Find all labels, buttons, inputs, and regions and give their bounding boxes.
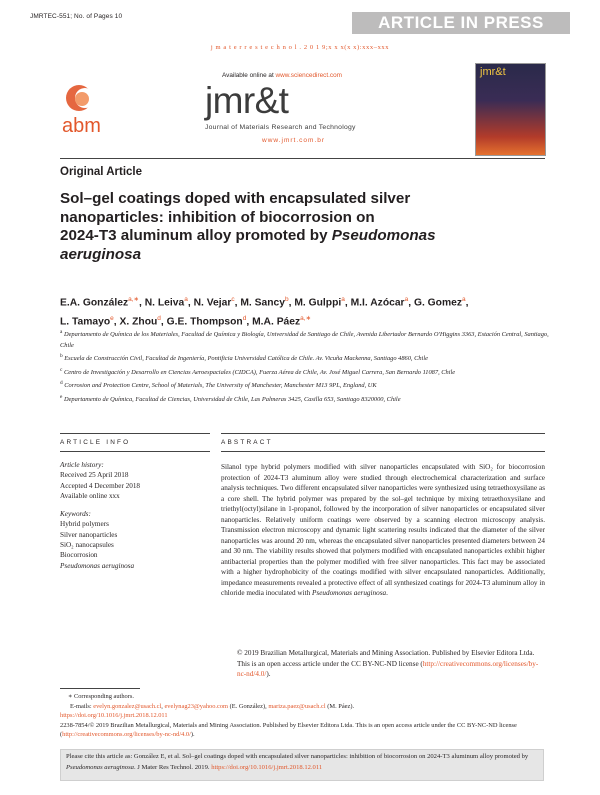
article-info (60, 460, 210, 571)
journal-name: Journal of Materials Research and Technology (205, 124, 356, 131)
accepted-date: Accepted 4 December 2018 (60, 481, 141, 490)
author[interactable]: X. Zhou (119, 316, 158, 328)
affiliation-sup: d (60, 380, 63, 387)
copyright-end: ). (266, 670, 271, 678)
email-link[interactable]: mariza.paez@usach.cl (268, 702, 326, 710)
author-sup: d (242, 314, 247, 322)
keyword: Biocorrosion (60, 551, 98, 560)
author-sup: a,∗ (128, 296, 139, 303)
cover-title: jmr&t (480, 66, 506, 78)
running-head: j m a t e r r e s t e c h n o l . 2 0 1 9;x x x(x x):xxx–xxx (210, 44, 390, 51)
copyright-text: © 2019 Brazilian Metallurgical, Materials and Mining Association. Published by Elsevier Editora Ltda. This is an open access article under the CC BY-NC-ND license ( (237, 649, 535, 668)
sciencedirect-link[interactable]: www.sciencedirect.com (275, 72, 342, 79)
keyword: Hybrid polymers (60, 520, 109, 529)
abstract-body (221, 462, 545, 599)
footnotes (60, 692, 550, 740)
author[interactable]: M.I. Azócar (350, 297, 405, 309)
author[interactable]: L. Tamayo (60, 316, 111, 328)
doi-link[interactable]: https://doi.org/10.1016/j.jmrt.2018.12.011 (60, 712, 168, 720)
corresponding-note: ∗ Corresponding authors. (68, 693, 134, 700)
available-online-prefix: Available online at (222, 72, 276, 79)
affiliation (60, 351, 550, 365)
author[interactable]: M. Gulppi (294, 297, 342, 309)
email-link[interactable]: evelyn.gonzalez@usach.cl (93, 702, 162, 710)
email-line (60, 702, 550, 712)
title-line-4 (60, 246, 510, 265)
footnote-rule (60, 688, 140, 689)
abstract-rule-bottom (221, 451, 545, 452)
author-sup: a (184, 296, 188, 303)
license-link[interactable]: http://creativecommons.org/licenses/by-nc-nd/4.0/ (237, 659, 539, 678)
email-owner: (M. Páez). (325, 702, 355, 710)
license-line (60, 721, 550, 740)
author-sup: b (284, 296, 289, 303)
affiliations (60, 327, 550, 406)
email-sep: , (161, 702, 165, 710)
cite-italic: Pseudomonas aeruginosa (66, 763, 134, 771)
author[interactable]: G.E. Thompson (166, 316, 243, 328)
author-line-1: E.A. González$^{a,∗}$, N. Leiva$^a$, N. Vejar$^c$, M. Sancy$^b$, M. Gulppi$^a$, M.I. Azócar$^a$, G. Gomez$^a$, (60, 296, 469, 309)
article-type: Original Article (60, 166, 143, 178)
cite-prefix: Please cite this article as: González E, et al. Sol–gel coatings doped with encapsulated silver nanoparticles: inhibition of biocorrosion on 2024-T3 aluminum alloy promoted by (66, 753, 529, 760)
affiliation-text: Departamento de Química, Facultad de Ciencias, Universidad de Chile, Las Palmeras 3425, Casilla 653, Santiago 8320000, Chile (63, 396, 401, 404)
received-date: Received 25 April 2018 (60, 471, 129, 480)
affiliation (60, 365, 550, 379)
affiliation-text: Corrosion and Protection Centre, School of Materials, The University of Manchester, Manchester M13 9PL, England, UK (64, 382, 377, 390)
author-list (60, 292, 550, 330)
cite-middle: . J Mater Res Technol. 2019. (133, 763, 212, 771)
license-link[interactable]: http://creativecommons.org/licenses/by-nc-nd/4.0/ (62, 731, 191, 739)
journal-logo (205, 81, 288, 121)
author-line-2: L. Tamayo$^e$, X. Zhou$^d$, G.E. Thompson$^d$, M.A. Páez$^{a,∗}$ (60, 314, 312, 328)
article-in-press-banner: ARTICLE IN PRESS (352, 12, 570, 34)
available-online (222, 72, 342, 79)
author-sup: a (341, 296, 345, 303)
header-rule (60, 158, 545, 159)
title-line-3-text: 2024-T3 aluminum alloy promoted by (60, 227, 332, 245)
author[interactable]: M.A. Páez (252, 316, 301, 328)
author-sup: a (404, 296, 409, 303)
author-sup: d (157, 314, 161, 322)
article-title (60, 190, 510, 264)
email-owner: (E. González), (228, 702, 269, 710)
title-italic: Pseudomonas (331, 227, 436, 245)
affiliation (60, 392, 550, 406)
title-last: aeruginosa (60, 245, 142, 263)
manuscript-meta: JMRTEC-551; No. of Pages 10 (30, 13, 123, 20)
author-sup: a (462, 296, 466, 303)
affiliation-sup: c (60, 366, 63, 373)
license-text: 2238-7854/© 2019 Brazilian Metallurgical, Materials and Mining Association. Published by Elsevier Editora Ltda. This is an open access article under the CC BY-NC-ND license ( (60, 721, 517, 739)
affiliation-sup: a (60, 329, 63, 335)
abstract-italic: Pseudomonas aeruginosa (312, 589, 387, 597)
affiliation-text: Escuela de Construcción Civil, Facultad de Ingeniería, Pontificia Universidad Católica de Chile. Av. Vicuña Mackenna, Santiago 4860, Chile (64, 355, 428, 363)
info-rule-top (60, 433, 210, 434)
abstract-heading: ABSTRACT (221, 439, 273, 446)
abm-logo-text: abm (62, 115, 101, 137)
abstract-text: Silanol type hybrid polymers modified with silver nanoparticles encapsulated with SiO₂ for biocorrosion protection of 2024-T3 aluminum alloy were studied through electrochemical characterization and surface analysis techniques. Two different encapsulated silver nanoparticles were synthesized using tetraethoxysilane as a core shell. The hybrid polymer was prepared by the sol–gel technique by mixing tetraethoxysilane and triethyl(octyl)silane in 1-propanol, followed by the incorporation of silver nanoparticles or encapsulated silver nanoparticles. Relatively uniform coatings were observed by a scanning electron microscopy analysis. Transmission electron microscopy and dynamic light scattering results indicated that the diameter of the silver nanoparticles was around 20 nm, whereas the encapsulated silver nanoparticles presented diameters between 24 and 30 nm. The viability results showed that polymers modified with encapsulated nanoparticles exhibit higher antibacterial properties than the polymer modified with free silver nanoparticles. This fact may be associated with a higher hydrophobicity of the coatings modified with silver encapsulated nanoparticles. Additionally, impedance measurements revealed a protective effect of all synthesized coatings for 2024-T3 aluminum alloy in chloride media inoculated with (221, 463, 545, 597)
author[interactable]: N. Leiva (144, 297, 185, 309)
available-date: Available online xxx (60, 491, 120, 500)
affiliation-sup: b (60, 353, 63, 360)
affiliation-text: Centro de Investigación y Desarrollo en Ciencias Aeroespaciales (CIDCA), Fuerza Aérea de Chile, Av. José Miguel Carrera, San Bernardo 11087, Chile (63, 368, 456, 376)
keyword: Pseudomonas aeruginosa (60, 561, 135, 570)
citation-text (66, 752, 538, 773)
license-end: ). (190, 731, 195, 739)
journal-logo-mark: jmr&t (205, 80, 289, 121)
keyword: SiO₂ nanocapsules (60, 541, 114, 550)
affiliation (60, 378, 550, 392)
affiliation-sup: e (60, 394, 63, 400)
article-info-heading: ARTICLE INFO (60, 439, 131, 446)
email-link[interactable]: evelynag23@yahoo.com (164, 702, 229, 710)
affiliation-text: Departamento de Química de los Materiales, Facultad de Química y Biología, Universidad de Santiago de Chile, Avenida Libertador Bernardo O'Higgins 3363, Estación Central, Santiago, Chile (60, 331, 549, 349)
journal-url[interactable]: www.jmrt.com.br (262, 137, 326, 144)
author[interactable]: M. Sancy (240, 297, 285, 309)
title-line-3 (60, 227, 510, 246)
author-sup: c (231, 296, 235, 303)
author[interactable]: E.A. González (60, 297, 129, 309)
abstract-rule-top (221, 433, 545, 434)
title-line-2: nanoparticles: inhibition of biocorrosion on (60, 208, 375, 226)
keyword: Silver nanoparticles (60, 530, 118, 539)
copyright-notice (221, 648, 545, 680)
affiliation (60, 327, 550, 351)
title-line-1: Sol–gel coatings doped with encapsulated silver (60, 190, 411, 207)
author[interactable]: N. Vejar (193, 297, 232, 309)
author-sup: a,∗ (300, 314, 312, 322)
abstract-end: . (386, 589, 388, 597)
cite-doi-link[interactable]: https://doi.org/10.1016/j.jmrt.2018.12.011 (211, 763, 323, 771)
info-rule-bottom (60, 451, 210, 452)
history-label: Article history: (60, 461, 104, 469)
author-sup: e (110, 314, 114, 322)
emails-label: E-mails: (70, 702, 94, 710)
author[interactable]: G. Gomez (413, 297, 462, 309)
keywords-label: Keywords: (60, 510, 91, 519)
